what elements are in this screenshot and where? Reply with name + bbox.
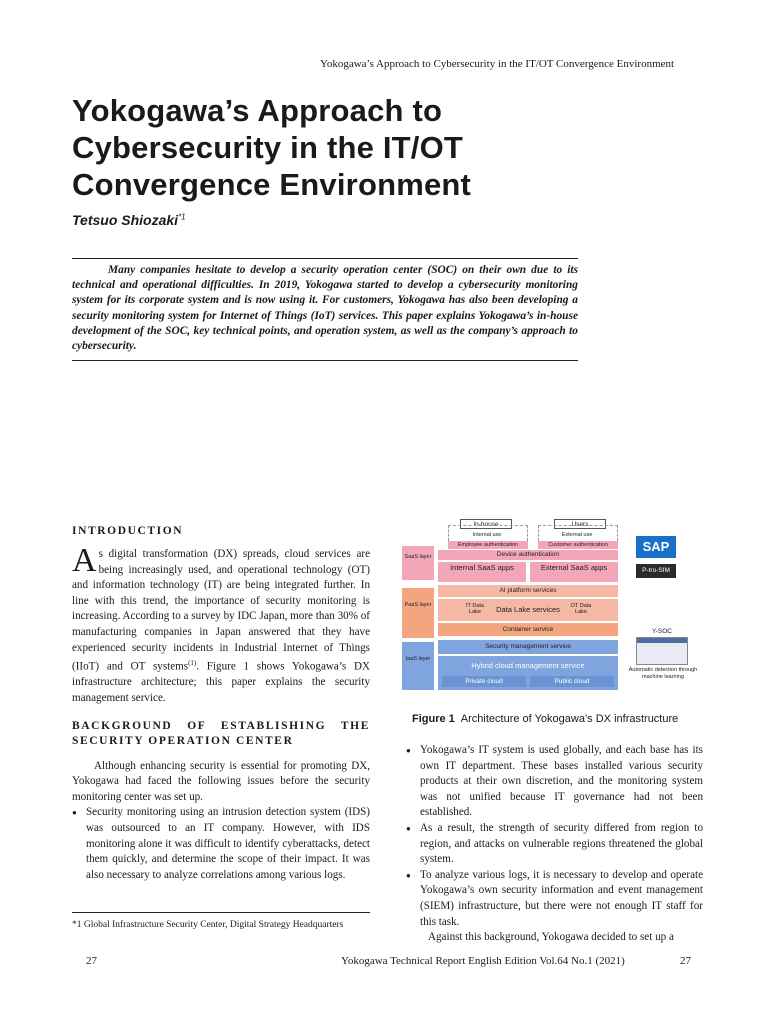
title-line: Yokogawa’s Approach to [72, 93, 443, 128]
users-label: Users [554, 519, 606, 529]
hybrid-cloud-management: Hybrid cloud management service [471, 661, 585, 670]
footnote: *1 Global Infrastructure Security Center, Digital Strategy Headquarters [72, 920, 344, 930]
intro-heading: INTRODUCTION [72, 525, 184, 537]
title-line: Convergence Environment [72, 167, 472, 202]
ot-data-lake: OT Data Lake [570, 603, 592, 615]
intro-paragraph: As digital transformation (DX) spreads, cloud services are being increasingly used, and operational technology (OT) and information technology (IT) are being integrated further. In line with this trend, the importance of security monitoring is increasing. According to a survey by IDC Japan, more than 30% of manufacturing companies in Japan answered that they have experienced security incidents in Industrial Internet of Things (IIoT) and OT systems$^{(1)}$. Figure 1 shows Yokogawa’s DX infrastructure architecture; this paper explains the security management service. [72, 542, 370, 705]
external-bracket [538, 525, 618, 541]
drop-cap: A [72, 542, 97, 579]
data-lake-services: Data Lake services [496, 605, 560, 614]
list-item: ● As a result, the strength of security differed from region to region, and attacks on vulnerable regions threatened the global system. [406, 821, 703, 868]
ai-platform-services: AI platform services [438, 585, 618, 597]
reference-mark: (1) [188, 659, 197, 668]
background-heading: BACKGROUND OF ESTABLISHING THE SECURITY OPERATION CENTER [72, 719, 370, 747]
page-number-right: 27 [680, 955, 691, 967]
ysoc-screenshot [636, 637, 688, 665]
ysoc-label: Y-SOC [652, 628, 672, 635]
abstract-text: Many companies hesitate to develop a security operation center (SOC) on their own due to its technical and operational difficulties. In 2019, Yokogawa started to develop a cybersecurity monitoring system for its corporate system and is now using it. For customers, Yokogawa has also been developing a security monitoring system for Internet of Things (IoT) services. This paper explains Yokogawa’s in-house development of the SOC, key technical points, and operation system, as well as the company’s approach to cybersecurity. [72, 264, 578, 353]
paper-title [72, 92, 692, 203]
internal-use-label: Internal use [472, 532, 502, 538]
title-line: Cybersecurity in the IT/OT [72, 130, 464, 165]
running-head: Yokogawa’s Approach to Cybersecurity in the IT/OT Convergence Environment [320, 58, 675, 70]
background-paragraph-continued: Against this background, Yokogawa decided to set up a [428, 931, 674, 944]
figure-caption-text: Architecture of Yokogawa’s DX infrastructure [460, 713, 679, 725]
author [72, 212, 186, 228]
security-management-service: Security management service [438, 640, 618, 654]
abstract [72, 258, 578, 361]
pitro-sim-logo: P-tro-SIM [636, 564, 676, 578]
issue-list-left [72, 805, 370, 883]
figure-caption [412, 713, 678, 725]
public-cloud: Public cloud [530, 676, 614, 687]
ysoc-caption: Automatic detection through machine learning [628, 667, 698, 680]
sap-logo: SAP [636, 536, 676, 558]
device-auth: Device authentication [438, 550, 618, 560]
customer-auth: Customer authentication [538, 541, 618, 549]
inhouse-label: In-house [460, 519, 512, 529]
internal-saas-apps: Internal SaaS apps [438, 562, 526, 582]
right-column [406, 743, 703, 946]
saas-layer-tag: SaaS layer [402, 546, 434, 580]
private-cloud: Private cloud [442, 676, 526, 687]
issue-list-right [406, 743, 703, 930]
iaas-layer-tag: IaaS layer [402, 642, 434, 690]
journal-footer: Yokogawa Technical Report English Edition Vol.64 No.1 (2021) [341, 955, 625, 967]
list-item: ● To analyze various logs, it is necessary to develop and operate Yokogawa’s own security information and event management (SIEM) infrastructure, but there were not enough IT staff for this task. [406, 868, 703, 930]
external-use-label: External use [561, 532, 593, 538]
author-affiliation-mark: *1 [178, 212, 186, 222]
background-paragraph: Although enhancing security is essential for promoting DX, Yokogawa had faced the following issues before the security monitoring center was set up. [72, 759, 370, 803]
author-name: Tetsuo Shiozaki [72, 212, 179, 228]
left-column [72, 524, 370, 883]
list-item: ● Yokogawa’s IT system is used globally, and each base has its own IT department. These bases installed various security products at their own discretion, and the monitoring system was not unified because IT governance had not been established. [406, 743, 703, 821]
container-service: Container service [438, 623, 618, 636]
paas-layer-tag: PaaS layer [402, 588, 434, 638]
internal-bracket [448, 525, 528, 541]
external-saas-apps: External SaaS apps [530, 562, 618, 582]
page-number-left: 27 [86, 955, 97, 967]
architecture-figure [398, 516, 708, 696]
figure-label: Figure 1 [412, 713, 455, 725]
list-item: ● Security monitoring using an intrusion detection system (IDS) was outsourced to an IT company. However, with IDS monitoring alone it was difficult to identify cyberattacks, detect them quickly, and determine the scope of their impact. It was also necessary to analyze correlations among various logs. [72, 805, 370, 883]
footnote-rule [72, 912, 370, 913]
employee-auth: Employee authentication [448, 541, 528, 549]
it-data-lake: IT Data Lake [466, 603, 484, 615]
